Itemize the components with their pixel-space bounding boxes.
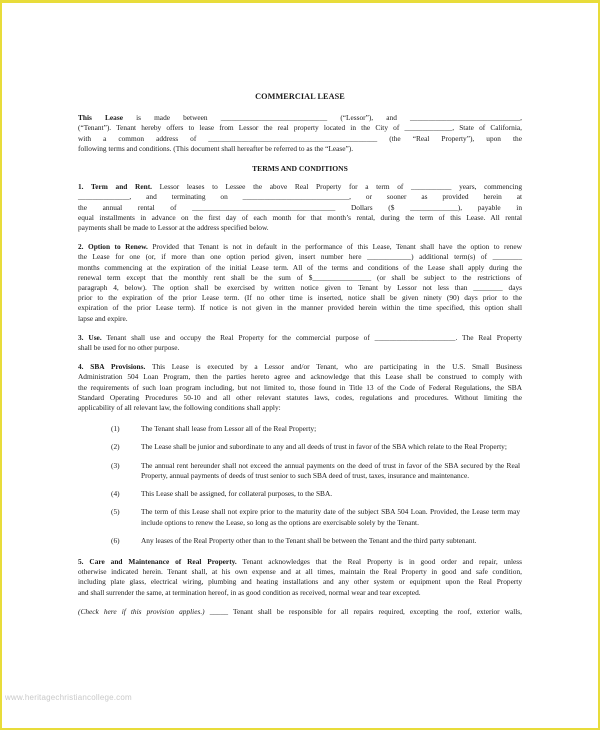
check-provision-label: (Check here if this provision applies.) _____ — [78, 606, 229, 616]
term-rent-line-5: payments shall be made to Lessor at the address specified below. — [78, 223, 269, 233]
sba-line-3: the requirements of such loan program including, but not limited to, those found in Title 13 of the Code of Federal Regulations, the SBA — [78, 382, 522, 392]
section-heading-terms: TERMS AND CONDITIONS — [252, 164, 348, 174]
list-item-text: The annual rent hereunder shall not exceed the annual payments on the deed of trust in favor of the SBA secured by the Real Property, annual payments of deeds of trust senior to such SBA deed of trust, taxes, insurance and maintenance. — [141, 460, 520, 480]
list-item-text: The Tenant shall lease from Lessor all of the Real Property; — [141, 424, 317, 434]
term-rent-line-4: equal installments in advance on the first day of each month for that month’s rental, during the term of this Lease. All rental — [78, 212, 522, 222]
option-line-1: Provided that Tenant is not in default in the performance of this Lease, Tenant shall have the option to renew — [152, 242, 522, 252]
section-term-and-rent — [78, 182, 522, 233]
section-care-and-maintenance — [78, 557, 522, 598]
option-line-3: months commencing at the expiration of the initial Lease term. All of the terms and conditions of the Lease shall apply during the — [78, 262, 522, 272]
list-item-number: (4) — [111, 489, 120, 499]
list-item — [78, 536, 522, 546]
section-sba-provisions — [78, 362, 522, 413]
list-item — [78, 424, 522, 434]
sba-conditions-list — [78, 424, 522, 546]
sba-line-2: Administration 504 Loan Program, then the parties hereto agree and acknowledge that this Lease shall be construed to comply with — [78, 372, 522, 382]
option-line-8: lapse and expire. — [78, 313, 128, 323]
term-rent-heading: 1. Term and Rent. — [78, 182, 152, 192]
term-rent-line-1: Lessor leases to Lessee the above Real Property for a term of ___________ years, commencing — [159, 182, 523, 192]
option-line-6: prior to the expiration of the prior Lease term. (If no other time is inserted, notice shall be given ninety (90) days prior to the — [78, 293, 522, 303]
care-line-2: otherwise indicated herein. Tenant shall, at his own expense and at all times, maintain the Real Property in good and safe condition, — [78, 567, 522, 577]
intro-paragraph — [78, 113, 522, 154]
document-title: COMMERCIAL LEASE — [255, 92, 345, 101]
option-heading: 2. Option to Renew. — [78, 242, 148, 252]
check-provision-text: Tenant shall be responsible for all repairs required, excepting the roof, exterior walls, — [228, 606, 523, 616]
list-item — [78, 442, 522, 452]
lease-document — [78, 92, 522, 626]
option-line-2: the Lease for one (or, if more than one option period given, insert number here ____________) additional term(s) of ________ — [78, 252, 522, 262]
care-line-4: and shall surrender the same, at termination hereof, in as good condition as received, normal wear and tear excepted. — [78, 587, 421, 597]
use-line-2: shall be used for no other purpose. — [78, 343, 180, 353]
watermark-text: www.heritagechristiancollege.com — [5, 693, 132, 702]
list-item-number: (3) — [111, 460, 120, 470]
use-heading: 3. Use. — [78, 332, 102, 342]
list-item — [78, 507, 522, 527]
use-line-1: Tenant shall use and occupy the Real Property for the commercial purpose of ______________________. The Real Property — [106, 332, 522, 342]
section-use — [78, 333, 522, 353]
list-item-number: (6) — [111, 535, 120, 545]
option-line-4: renewal term except that the monthly rent shall be the sum of $________________ (or shall be subject to the restrictions of — [78, 272, 522, 282]
intro-line-1: is made between _____________________________ (“Lessor”), and ______________________________, — [122, 113, 522, 123]
term-rent-line-3: the annual rental of _______________________________________ Dollars ($ _____________), payable in — [78, 202, 522, 212]
section-option-to-renew — [78, 242, 522, 324]
intro-line-3: with a common address of ______________________________________________ (the “Real Property”), upon the — [78, 133, 522, 143]
list-item-text: The term of this Lease shall not expire prior to the maturity date of the subject SBA 504 Loan. Provided, the Lease term may include options to renew the Lease, so long as the options are exercisable solely by the Tenant. — [141, 507, 520, 527]
term-rent-line-2: ______________, and terminating on _____________________________, or sooner as provided herein at — [78, 192, 522, 202]
care-line-1: Tenant acknowledges that the Real Property is in good order and repair, unless — [242, 556, 522, 566]
list-item-number: (1) — [111, 424, 120, 434]
list-item-number: (5) — [111, 507, 120, 517]
care-line-3: including plate glass, electrical wiring, plumbing and heating installations and any other system or equipment upon the Real Property — [78, 577, 522, 587]
list-item-text: Any leases of the Real Property other than to the Tenant shall be between the Tenant and the third party subtenant. — [141, 535, 477, 545]
sba-line-5: applicability of all relevant law, the following conditions shall apply: — [78, 403, 281, 413]
intro-lead: This Lease — [78, 113, 123, 123]
list-item-text: The Lease shall be junior and subordinate to any and all deeds of trust in favor of the SBA which relate to the Real Property; — [141, 442, 507, 452]
intro-line-4: following terms and conditions. (This document shall hereafter be referred to as the “Lease”). — [78, 143, 354, 153]
sba-line-4: Standard Operating Procedures 50-10 and all other relevant statutes laws, codes, regulations and procedures. Without limiting the — [78, 392, 522, 402]
sba-heading: 4. SBA Provisions. — [78, 362, 146, 372]
option-line-5: paragraph 4, below). The option shall be exercised by written notice given to Tenant by Lessor not less than ________ days — [78, 283, 522, 293]
care-checkbox-provision — [78, 607, 522, 617]
list-item-number: (2) — [111, 442, 120, 452]
intro-line-2: (“Tenant”). Tenant hereby offers to lease from Lessor the real property located in the City of _____________, State of California, — [78, 123, 522, 133]
list-item — [78, 461, 522, 481]
list-item — [78, 489, 522, 499]
care-heading: 5. Care and Maintenance of Real Property. — [78, 556, 237, 566]
sba-line-1: This Lease is executed by a Lessor and/or Tenant, who are participating in the U.S. Small Business — [151, 362, 522, 372]
option-line-7: expiration of the prior Lease term). If notice is not given in the manner provided herein within the time specified, this option shall — [78, 303, 522, 313]
list-item-text: This Lease shall be assigned, for collateral purposes, to the SBA. — [141, 489, 333, 499]
